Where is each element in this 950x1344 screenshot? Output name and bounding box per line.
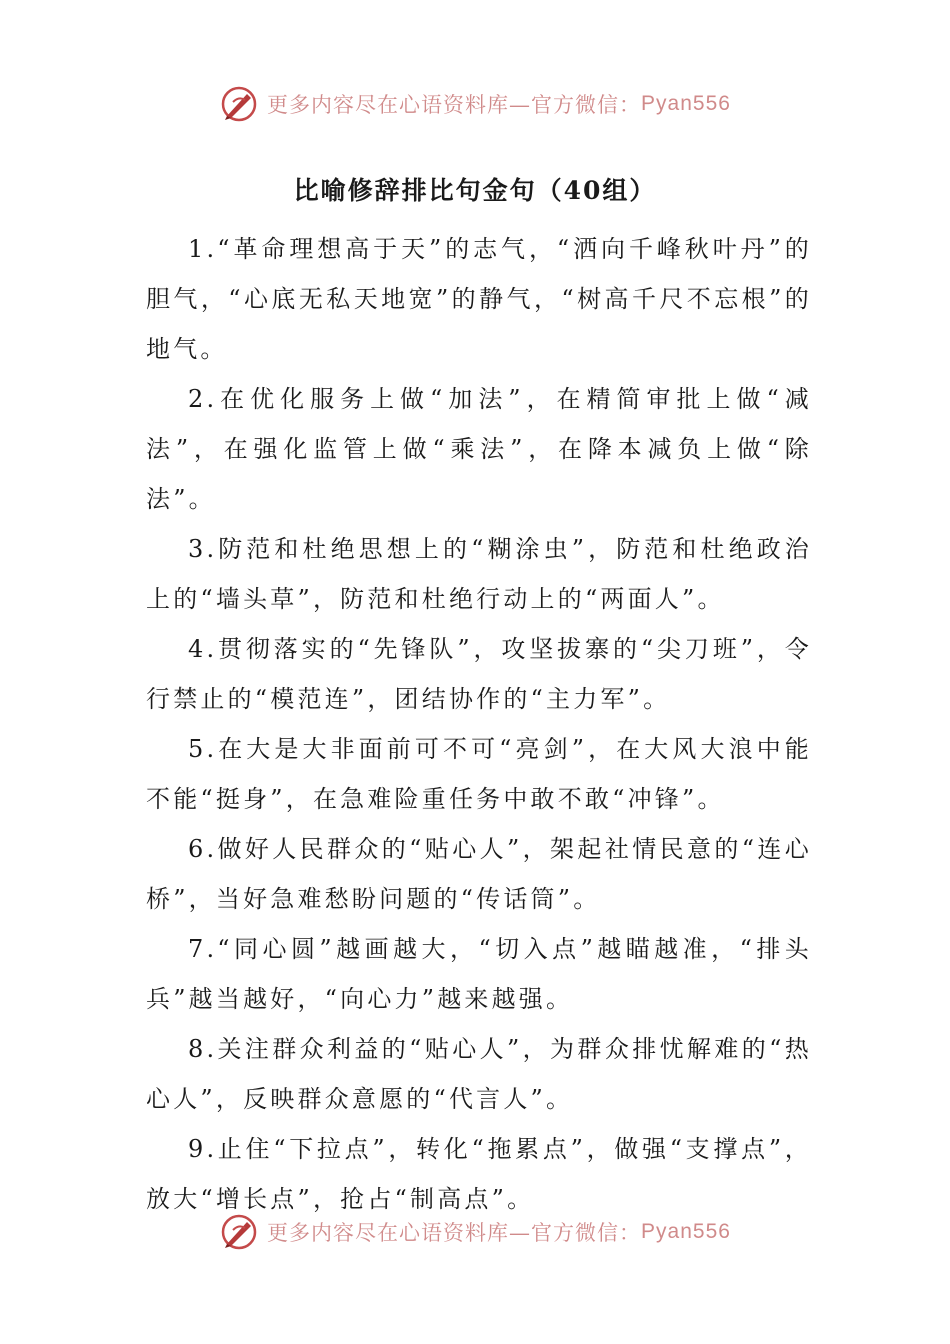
paragraph-1: 1.“革命理想高于天”的志气，“洒向千峰秋叶丹”的胆气，“心底无私天地宽”的静气，“树高千尺不忘根”的地气。 — [146, 235, 812, 363]
document-body — [146, 224, 812, 1224]
paragraph-4: 4.贯彻落实的“先锋队”，攻坚拔寨的“尖刀班”，令行禁止的“模范连”，团结协作的“主力军”。 — [146, 635, 812, 713]
paragraph-9: 9.止住“下拉点”，转化“拖累点”，做强“支撑点”，放大“增长点”，抢占“制高点”。 — [146, 1135, 812, 1213]
paragraph-8: 8.关注群众利益的“贴心人”，为群众排忧解难的“热心人”，反映群众意愿的“代言人”。 — [146, 1035, 812, 1113]
watermark-header — [0, 84, 950, 124]
paragraph-3: 3.防范和杜绝思想上的“糊涂虫”，防范和杜绝政治上的“墙头草”，防范和杜绝行动上的“两面人”。 — [146, 535, 812, 613]
paragraph-2: 2.在优化服务上做“加法”，在精简审批上做“减法”，在强化监管上做“乘法”，在降本减负上做“除法”。 — [146, 385, 812, 513]
paragraph-7: 7.“同心圆”越画越大，“切入点”越瞄越准，“排头兵”越当越好，“向心力”越来越强。 — [146, 935, 812, 1013]
paragraph-5: 5.在大是大非面前可不可“亮剑”，在大风大浪中能不能“挺身”，在急难险重任务中敢不敢“冲锋”。 — [146, 735, 812, 813]
pen-logo-icon — [219, 84, 259, 124]
document-title: 比喻修辞排比句金句（40组） — [293, 176, 657, 205]
watermark-text: 更多内容尽在心语资料库—官方微信： — [267, 1221, 642, 1245]
watermark-text: 更多内容尽在心语资料库—官方微信： — [267, 93, 642, 117]
watermark-footer — [0, 1212, 950, 1252]
paragraph-6: 6.做好人民群众的“贴心人”，架起社情民意的“连心桥”，当好急难愁盼问题的“传话筒”。 — [146, 835, 812, 913]
pen-logo-icon — [219, 1212, 259, 1252]
watermark-contact: Pyan556 — [641, 92, 731, 115]
watermark-contact: Pyan556 — [641, 1220, 731, 1243]
